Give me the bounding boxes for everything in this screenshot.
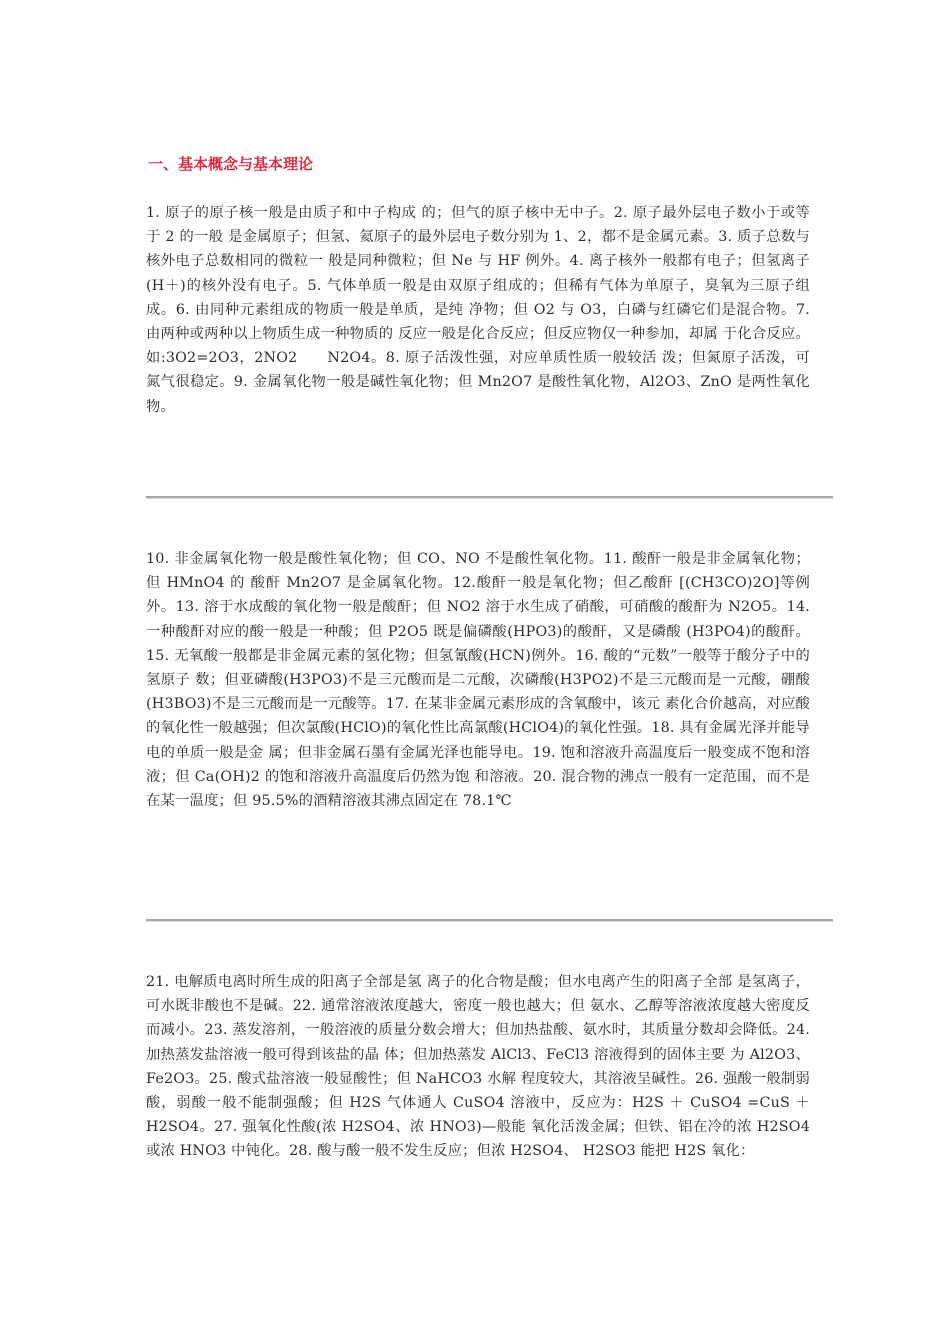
paragraph-3: 21. 电解质电离时所生成的阳离子全部是氢 离子的化合物是酸；但水电离产生的阳离子全部 是氢离子，可水既非酸也不是碱。22. 通常溶液浓度越大，密度一般也越大；但 氨水、乙醇等溶液浓度越大密度反而减小。23. 蒸发溶剂，一般溶液的质量分数会增大；但加热盐酸、氨水时，其质量分数却会降低。24. 加热蒸发盐溶液一般可得到该盐的晶 体；但加热蒸发 AlCl3、FeCl3 溶液得到的固体主要 为 Al2O3、Fe2O3。25. 酸式盐溶液一般显酸性；但 NaHCO3 水解 程度较大，其溶液呈碱性。26. 强酸一般制弱酸，弱酸一般不能制强酸；但 H2S 气体通人 CuSO4 溶液中，反应为：H2S ＋ CuSO4 =CuS ＋ H2SO4。27. 强氧化性酸(浓 H2SO4、浓 HNO3)—般能 氧化活泼金属；但铁、铝在冷的浓 H2SO4 或浓 HNO3 中钝化。28. 酸与酸一般不发生反应；但浓 H2SO4、 H2SO3 能把 H2S 氧化： — [146, 974, 810, 1160]
divider-2 — [146, 919, 833, 922]
paragraph-1: 1. 原子的原子核一般是由质子和中子构成 的；但气的原子核中无中子。2. 原子最外层电子数小于或等于 2 的一般 是金属原子；但氢、氦原子的最外层电子数分别为 1、2，都不是金属元素。3. 质子总数与核外电子总数相同的微粒一 般是同种微粒；但 Ne 与 HF 例外。4. 离子核外一般都有电子；但氢离子(H＋)的核外没有电子。5. 气体单质一般是由双原子组成的；但稀有气体为单原子，臭氧为三原子组成。6. 由同种元素组成的物质一般是单质，是纯 净物；但 O2 与 O3，白磷与红磷它们是混合物。7. 由两种或两种以上物质生成一种物质的 反应一般是化合反应；但反应物仅一种参加，却属 于化合反应。如:3O2=2O3，2NO2 N2O4。8. 原子活泼性强，对应单质性质一般较活 泼；但氮原子活泼，可氮气很稳定。9. 金属氧化物一般是碱性氧化物；但 Mn2O7 是酸性氧化物，Al2O3、ZnO 是两性氧化物。 — [146, 205, 810, 415]
divider-1 — [146, 496, 833, 499]
paragraph-2: 10. 非金属氧化物一般是酸性氧化物；但 CO、NO 不是酸性氧化物。11. 酸酐一般是非金属氧化物；但 HMnO4 的 酸酐 Mn2O7 是金属氧化物。12.酸酐一般是氧化物；但乙酸酐 [(CH3CO)2O]等例外。13. 溶于水成酸的氧化物一般是酸酐；但 NO2 溶于水生成了硝酸，可硝酸的酸酐为 N2O5。14. 一种酸酐对应的酸一般是一种酸；但 P2O5 既是偏磷酸(HPO3)的酸酐，又是磷酸 (H3PO4)的酸酐。15. 无氧酸一般都是非金属元素的氢化物；但氢氰酸(HCN)例外。16. 酸的“元数”一般等于酸分子中的氢原子 数；但亚磷酸(H3PO3)不是三元酸而是二元酸，次磷酸(H3PO2)不是三元酸而是一元酸，硼酸 (H3BO3)不是三元酸而是一元酸等。17. 在某非金属元素形成的含氧酸中，该元 素化合价越高，对应酸的氧化性一般越强；但次氯酸(HClO)的氧化性比高氯酸(HClO4)的氧化性强。18. 具有金属光泽并能导电的单质一般是金 属；但非金属石墨有金属光泽也能导电。19. 饱和溶液升高温度后一般变成不饱和溶 液；但 Ca(OH)2 的饱和溶液升高温度后仍然为饱 和溶液。20. 混合物的沸点一般有一定范围，而不是 在某一温度；但 95.5%的酒精溶液其沸点固定在 78.1℃ — [146, 551, 810, 810]
section-heading: 一、基本概念与基本理论 — [148, 155, 314, 173]
